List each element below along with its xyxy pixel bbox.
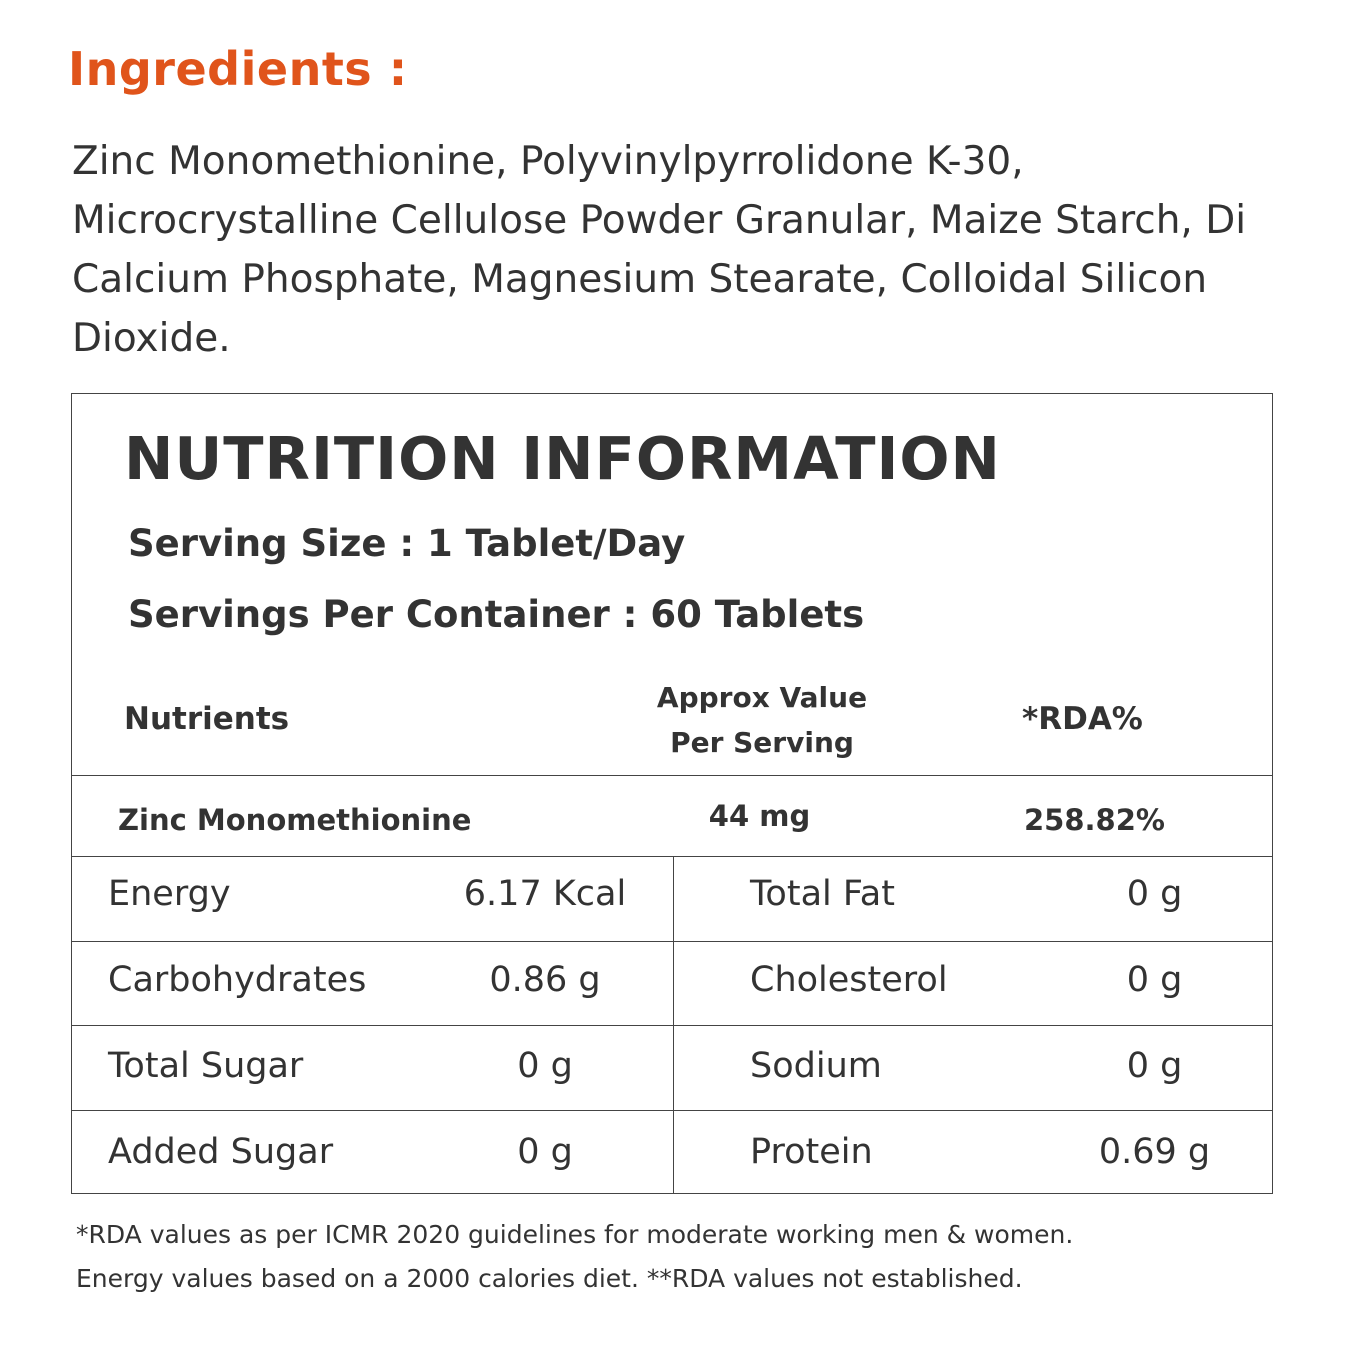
- header-approx-line1: Approx Value: [656, 681, 868, 714]
- divider-row3: [72, 1110, 1272, 1111]
- row-carbohydrates-value: 0.86 g: [489, 960, 601, 1000]
- divider-header: [72, 775, 1272, 776]
- nutrition-panel: [71, 393, 1273, 1194]
- footnote: [76, 1213, 1316, 1301]
- row-carbohydrates-label: Carbohydrates: [108, 960, 367, 1000]
- row-total-sugar-label: Total Sugar: [108, 1046, 304, 1086]
- divider-row2: [72, 1025, 1272, 1026]
- row-protein-value: 0.69 g: [1098, 1132, 1211, 1172]
- row-energy-value: 6.17 Kcal: [463, 874, 627, 914]
- row-sodium-value: 0 g: [1126, 1046, 1183, 1086]
- ingredients-heading: Ingredients :: [68, 42, 408, 96]
- row-added-sugar-label: Added Sugar: [108, 1132, 334, 1172]
- row-protein-label: Protein: [750, 1132, 873, 1172]
- serving-size: Serving Size : 1 Tablet/Day: [128, 522, 686, 565]
- servings-per-container: Servings Per Container : 60 Tablets: [128, 593, 865, 636]
- ingredients-list: Zinc Monomethionine, Polyvinylpyrrolidone K-30, Microcrystalline Cellulose Powder Granular, Maize Starch, Di Calcium Phosphate, Magnesium Stearate, Colloidal Silicon Dioxide.: [72, 139, 1247, 361]
- row-total-fat-label: Total Fat: [750, 874, 895, 914]
- row-cholesterol-value: 0 g: [1126, 960, 1183, 1000]
- primary-nutrient-value: 44 mg: [708, 799, 811, 833]
- header-approx-value: [612, 675, 912, 765]
- row-added-sugar-value: 0 g: [517, 1132, 573, 1172]
- nutrition-title: NUTRITION INFORMATION: [124, 424, 1001, 493]
- row-total-fat-value: 0 g: [1126, 874, 1183, 914]
- header-approx-line2: Per Serving: [670, 726, 854, 759]
- primary-nutrient-name: Zinc Monomethionine: [118, 803, 472, 837]
- footnote-rda: *RDA values as per ICMR 2020 guidelines for moderate working men & women.: [76, 1220, 1074, 1249]
- divider-primary: [72, 856, 1272, 857]
- row-cholesterol-label: Cholesterol: [750, 960, 948, 1000]
- header-rda: *RDA%: [1022, 701, 1143, 737]
- footnote-energy: Energy values based on a 2000 calories diet. **RDA values not established.: [76, 1264, 1023, 1293]
- row-sodium-label: Sodium: [750, 1046, 882, 1086]
- primary-nutrient-rda: 258.82%: [1024, 803, 1165, 837]
- row-energy-label: Energy: [108, 874, 231, 914]
- divider-row1: [72, 941, 1272, 942]
- header-nutrients: Nutrients: [124, 701, 290, 737]
- row-total-sugar-value: 0 g: [517, 1046, 573, 1086]
